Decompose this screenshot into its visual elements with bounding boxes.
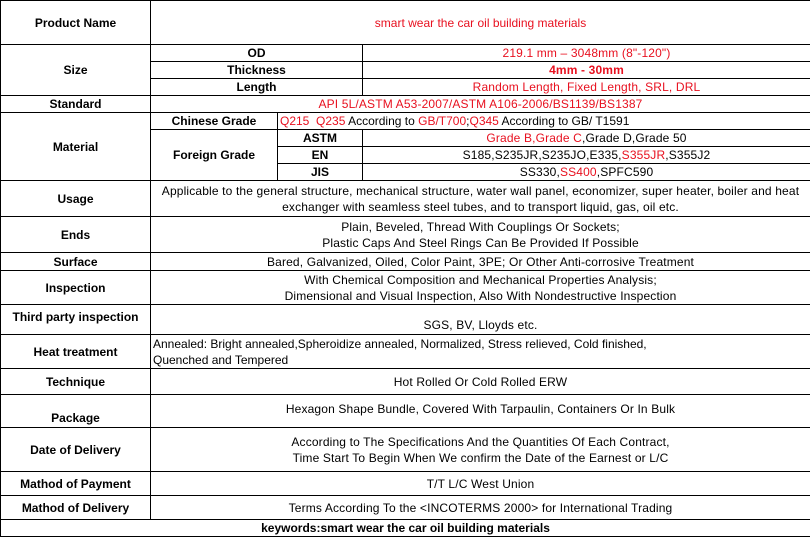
- surface-value: Bared, Galvanized, Oiled, Color Paint, 3PE; Or Other Anti-corrosive Treatment: [151, 253, 810, 271]
- en-red: S355JR: [621, 148, 666, 162]
- row-technique: [1, 369, 810, 395]
- label-length: Length: [151, 79, 363, 96]
- astm-black-grades: ,Grade D,Grade 50: [582, 131, 687, 145]
- heat-treatment-value: [151, 335, 810, 369]
- grade-q345: Q345: [469, 114, 499, 128]
- third-party-value: SGS, BV, Lloyds etc.: [151, 305, 810, 335]
- grade-q235: Q235: [316, 114, 346, 128]
- label-od: OD: [151, 45, 363, 62]
- row-ends: [1, 217, 810, 253]
- label-thickness: Thickness: [151, 62, 363, 79]
- label-package: Package: [1, 395, 151, 428]
- label-standard: Standard: [1, 96, 151, 113]
- label-delivery-method: Mathod of Delivery: [1, 496, 151, 520]
- row-heat-treatment: [1, 335, 810, 369]
- label-payment: Mathod of Payment: [1, 472, 151, 496]
- row-material-chinese: [1, 113, 810, 130]
- label-chinese-grade: Chinese Grade: [151, 113, 278, 130]
- inspection-line-2: Dimensional and Visual Inspection, Also With Nondestructive Inspection: [284, 288, 677, 303]
- delivery-method-value: Terms According To the <INCOTERMS 2000> for International Trading: [151, 496, 810, 520]
- row-date-of-delivery: [1, 428, 810, 472]
- row-third-party: [1, 305, 810, 335]
- label-en: EN: [278, 147, 363, 164]
- label-surface: Surface: [1, 253, 151, 271]
- row-delivery-method: [1, 496, 810, 520]
- jis-red: SS400: [559, 165, 597, 179]
- package-value: Hexagon Shape Bundle, Covered With Tarpaulin, Containers Or In Bulk: [151, 395, 810, 428]
- label-product-name: Product Name: [1, 1, 151, 45]
- row-product-name: [1, 1, 810, 45]
- inspection-line-1: With Chemical Composition and Mechanical Properties Analysis;: [304, 272, 657, 287]
- astm-value: [363, 130, 810, 147]
- row-usage: [1, 181, 810, 217]
- chinese-grade-value: Q215 Q235 According to GB/T700;Q345 According to GB/ T1591: [278, 113, 810, 130]
- row-inspection: [1, 271, 810, 305]
- ends-line-1: Plain, Beveled, Thread With Couplings Or Sockets;: [341, 219, 620, 234]
- inspection-value: [151, 271, 810, 305]
- thickness-value: 4mm - 30mm: [363, 62, 810, 79]
- label-foreign-grade: Foreign Grade: [151, 130, 278, 181]
- row-surface: [1, 253, 810, 271]
- row-package: [1, 395, 810, 428]
- label-size: Size: [1, 45, 151, 96]
- label-material: Material: [1, 113, 151, 181]
- od-value: 219.1 mm – 3048mm (8"-120"): [363, 45, 810, 62]
- en-black-2: ,S355J2: [665, 148, 711, 162]
- label-date-of-delivery: Date of Delivery: [1, 428, 151, 472]
- label-ends: Ends: [1, 217, 151, 253]
- standard-gbt700: GB/T700: [418, 114, 467, 128]
- label-technique: Technique: [1, 369, 151, 395]
- heat-treatment-line-2: Quenched and Tempered: [153, 352, 289, 367]
- ends-value: [151, 217, 810, 253]
- astm-red-grades: Grade B,Grade C: [486, 131, 582, 145]
- label-jis: JIS: [278, 164, 363, 181]
- jis-black-1: SS330,: [519, 165, 560, 179]
- payment-value: T/T L/C West Union: [151, 472, 810, 496]
- product-title: smart wear the car oil building materials: [151, 1, 810, 45]
- ends-line-2: Plastic Caps And Steel Rings Can Be Provided If Possible: [322, 235, 639, 250]
- chinese-text-2: According to GB/ T1591: [498, 114, 630, 128]
- label-usage: Usage: [1, 181, 151, 217]
- chinese-text-1: According to: [345, 114, 419, 128]
- jis-black-2: ,SPFC590: [596, 165, 654, 179]
- row-keywords: [1, 520, 810, 537]
- label-third-party: Third party inspection: [1, 305, 151, 335]
- row-standard: [1, 96, 810, 113]
- standard-value: API 5L/ASTM A53-2007/ASTM A106-2006/BS1139/BS1387: [151, 96, 810, 113]
- usage-value: Applicable to the general structure, mechanical structure, water wall panel, economizer, super heater, boiler and heat exchanger with seamless steel tubes, and to transport liquid, gas, oil etc.: [151, 181, 810, 217]
- jis-value: [363, 164, 810, 181]
- row-payment: [1, 472, 810, 496]
- row-size-od: [1, 45, 810, 62]
- label-astm: ASTM: [278, 130, 363, 147]
- technique-value: Hot Rolled Or Cold Rolled ERW: [151, 369, 810, 395]
- label-heat-treatment: Heat treatment: [1, 335, 151, 369]
- en-black-1: S185,S235JR,S235JO,E335,: [462, 148, 622, 162]
- label-inspection: Inspection: [1, 271, 151, 305]
- grade-q215: Q215: [280, 114, 310, 128]
- heat-treatment-line-1: Annealed: Bright annealed,Spheroidize annealed, Normalized, Stress relieved, Cold finished,: [153, 336, 647, 351]
- delivery-date-line-2: Time Start To Begin When We confirm the Date of the Earnest or L/C: [292, 450, 669, 465]
- delivery-date-line-1: According to The Specifications And the Quantities Of Each Contract,: [291, 434, 670, 449]
- date-of-delivery-value: [151, 428, 810, 472]
- en-value: [363, 147, 810, 164]
- length-value: Random Length, Fixed Length, SRL, DRL: [363, 79, 810, 96]
- keywords: keywords:smart wear the car oil building materials: [1, 520, 810, 537]
